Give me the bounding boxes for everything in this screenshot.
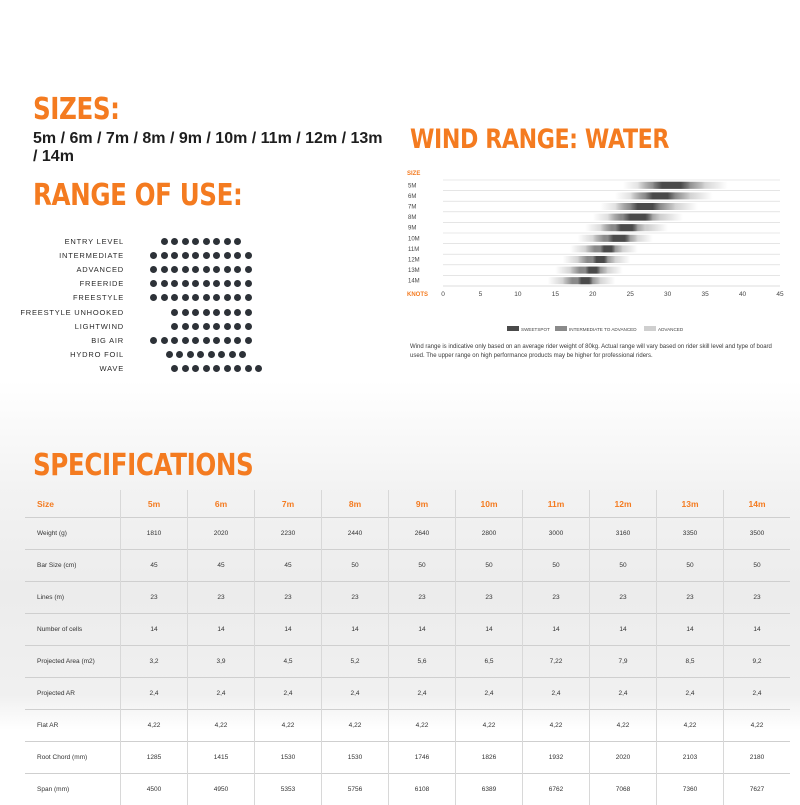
table-cell: 7,22 — [523, 646, 590, 678]
rating-dot — [182, 309, 189, 316]
range-of-use-row — [0, 320, 400, 334]
rating-dot — [245, 280, 252, 287]
rating-dot — [166, 351, 173, 358]
table-cell: 4,22 — [322, 710, 389, 742]
rating-dot — [203, 337, 210, 344]
rating-dot — [213, 238, 220, 245]
rating-dot — [182, 252, 189, 259]
rating-dot — [171, 238, 178, 245]
legend-label: ADVANCED — [658, 327, 684, 332]
table-cell: 1285 — [121, 742, 188, 774]
rating-dot — [203, 294, 210, 301]
range-of-use-label: LIGHTWIND — [0, 320, 124, 334]
rating-dot — [171, 365, 178, 372]
rating-dot — [234, 294, 241, 301]
table-cell: 3,9 — [188, 646, 255, 678]
rating-dot — [150, 280, 157, 287]
knots-tick-label: 35 — [701, 291, 709, 298]
rating-dot — [171, 309, 178, 316]
table-cell: 3160 — [590, 518, 657, 550]
table-row-label: Bar Size (cm) — [25, 550, 121, 582]
table-row — [25, 646, 790, 678]
table-cell: 1810 — [121, 518, 188, 550]
table-cell: 2,4 — [322, 678, 389, 710]
table-cell: 5,2 — [322, 646, 389, 678]
table-cell: 23 — [322, 582, 389, 614]
table-cell: 5353 — [255, 774, 322, 805]
table-cell: 4,22 — [590, 710, 657, 742]
rating-dot — [224, 294, 231, 301]
table-row — [25, 678, 790, 710]
rating-dot — [239, 351, 246, 358]
table-header-cell: 14m — [724, 490, 791, 518]
table-cell: 23 — [255, 582, 322, 614]
knots-tick-label: 25 — [627, 291, 635, 298]
rating-dot — [245, 309, 252, 316]
knots-tick-label: 10 — [514, 291, 522, 298]
table-row — [25, 518, 790, 550]
rating-dot — [192, 309, 199, 316]
specifications-table — [25, 490, 790, 805]
range-of-use-row — [0, 277, 400, 291]
size-tick-label: 12M — [408, 258, 420, 264]
rating-dot — [234, 252, 241, 259]
range-of-use-row — [0, 249, 400, 263]
range-of-use-list — [0, 235, 400, 380]
knots-tick-label: 45 — [776, 291, 784, 298]
rating-dot — [224, 337, 231, 344]
table-cell: 7360 — [657, 774, 724, 805]
legend-swatch — [507, 326, 519, 331]
range-of-use-row — [0, 291, 400, 305]
range-of-use-row — [0, 334, 400, 348]
table-header-cell: 5m — [121, 490, 188, 518]
rating-dot — [150, 252, 157, 259]
table-cell: 6,5 — [456, 646, 523, 678]
table-cell: 14 — [322, 614, 389, 646]
rating-dot — [161, 337, 168, 344]
table-cell: 4950 — [188, 774, 255, 805]
table-cell: 2180 — [724, 742, 791, 774]
table-cell: 3,2 — [121, 646, 188, 678]
table-cell: 2,4 — [590, 678, 657, 710]
table-cell: 4,22 — [121, 710, 188, 742]
table-header-cell: 9m — [389, 490, 456, 518]
rating-dot — [245, 323, 252, 330]
legend-swatch — [555, 326, 567, 331]
rating-dot — [245, 266, 252, 273]
knots-tick-label: 20 — [589, 291, 597, 298]
range-of-use-title: RANGE OF USE: — [33, 178, 242, 213]
table-cell: 2020 — [590, 742, 657, 774]
rating-dot — [203, 266, 210, 273]
table-header-cell: 12m — [590, 490, 657, 518]
rating-dot — [234, 365, 241, 372]
rating-dot — [213, 294, 220, 301]
table-cell: 14 — [389, 614, 456, 646]
table-row-label: Span (mm) — [25, 774, 121, 805]
range-of-use-label: HYDRO FOIL — [0, 348, 124, 362]
rating-dot — [245, 294, 252, 301]
sweetspot-bar — [593, 256, 608, 263]
size-tick-label: 14M — [408, 279, 420, 285]
range-of-use-label: INTERMEDIATE — [0, 249, 124, 263]
range-of-use-row — [0, 235, 400, 249]
range-of-use-row — [0, 362, 400, 376]
range-of-use-label: ENTRY LEVEL — [0, 235, 124, 249]
table-cell: 5756 — [322, 774, 389, 805]
table-cell: 2640 — [389, 518, 456, 550]
table-row — [25, 774, 790, 805]
rating-dot — [224, 252, 231, 259]
rating-dot — [197, 351, 204, 358]
size-tick-label: 5M — [408, 183, 416, 189]
rating-dot — [213, 323, 220, 330]
table-row — [25, 550, 790, 582]
rating-dot — [161, 294, 168, 301]
table-header-cell: 6m — [188, 490, 255, 518]
rating-dot — [161, 266, 168, 273]
table-cell: 50 — [657, 550, 724, 582]
table-cell: 23 — [523, 582, 590, 614]
rating-dot — [182, 337, 189, 344]
table-cell: 23 — [456, 582, 523, 614]
rating-dot — [234, 309, 241, 316]
table-cell: 14 — [724, 614, 791, 646]
table-cell: 45 — [121, 550, 188, 582]
table-header-cell: 8m — [322, 490, 389, 518]
rating-dot — [150, 337, 157, 344]
rating-dot — [192, 238, 199, 245]
rating-dot — [203, 309, 210, 316]
range-of-use-label: BIG AIR — [0, 334, 124, 348]
sweetspot-bar — [615, 224, 637, 231]
wind-range-chart — [405, 168, 790, 340]
sweetspot-bar — [623, 214, 653, 221]
table-cell: 14 — [255, 614, 322, 646]
table-cell: 50 — [523, 550, 590, 582]
rating-dot — [182, 294, 189, 301]
rating-dot — [161, 238, 168, 245]
table-cell: 23 — [724, 582, 791, 614]
size-tick-label: 13M — [408, 268, 420, 274]
table-row-label: Weight (g) — [25, 518, 121, 550]
table-cell: 1826 — [456, 742, 523, 774]
rating-dot — [171, 294, 178, 301]
table-cell: 14 — [590, 614, 657, 646]
table-row-label: Size — [25, 490, 121, 518]
rating-dot — [203, 238, 210, 245]
legend-swatch — [644, 326, 656, 331]
table-cell: 4,22 — [456, 710, 523, 742]
table-row-label: Lines (m) — [25, 582, 121, 614]
size-tick-label: 9M — [408, 226, 416, 232]
table-cell: 4,5 — [255, 646, 322, 678]
table-cell: 6762 — [523, 774, 590, 805]
table-cell: 45 — [188, 550, 255, 582]
table-cell: 50 — [590, 550, 657, 582]
sweetspot-bar — [653, 182, 690, 189]
rating-dot — [224, 266, 231, 273]
table-cell: 4,22 — [188, 710, 255, 742]
rating-dot — [224, 309, 231, 316]
size-tick-label: 8M — [408, 215, 416, 221]
table-cell: 3000 — [523, 518, 590, 550]
table-row-label: Root Chord (mm) — [25, 742, 121, 774]
table-row — [25, 582, 790, 614]
range-of-use-label: FREESTYLE — [0, 291, 124, 305]
table-cell: 2,4 — [255, 678, 322, 710]
table-header-cell: 10m — [456, 490, 523, 518]
size-axis-label: SIZE — [407, 171, 420, 177]
rating-dot — [192, 294, 199, 301]
rating-dot — [245, 252, 252, 259]
rating-dot — [234, 238, 241, 245]
rating-dot — [182, 266, 189, 273]
table-cell: 2440 — [322, 518, 389, 550]
rating-dot — [213, 337, 220, 344]
rating-dot — [203, 323, 210, 330]
table-header-row — [25, 490, 790, 518]
table-cell: 4,22 — [724, 710, 791, 742]
sweetspot-bar — [608, 235, 630, 242]
table-row-label: Projected AR — [25, 678, 121, 710]
rating-dot — [182, 323, 189, 330]
rating-dot — [245, 365, 252, 372]
rating-dot — [192, 280, 199, 287]
table-cell: 7,9 — [590, 646, 657, 678]
range-of-use-label: FREESTYLE UNHOOKED — [0, 306, 124, 320]
size-tick-label: 11M — [408, 247, 419, 253]
rating-dot — [213, 266, 220, 273]
table-cell: 50 — [724, 550, 791, 582]
rating-dot — [171, 252, 178, 259]
table-cell: 2,4 — [188, 678, 255, 710]
table-cell: 5,6 — [389, 646, 456, 678]
table-cell: 14 — [121, 614, 188, 646]
rating-dot — [234, 266, 241, 273]
rating-dot — [203, 280, 210, 287]
table-cell: 50 — [456, 550, 523, 582]
sweetspot-bar — [645, 192, 675, 199]
rating-dot — [213, 280, 220, 287]
specifications-title: SPECIFICATIONS — [33, 448, 253, 483]
table-cell: 9,2 — [724, 646, 791, 678]
table-cell: 3500 — [724, 518, 791, 550]
wind-range-note: Wind range is indicative only based on an average rider weight of 80kg. Actual range will vary based on rider skill level and type of board used. The upper range on high performance products may be higher for professional riders. — [410, 343, 785, 360]
sweetspot-bar — [600, 245, 615, 252]
table-cell: 7627 — [724, 774, 791, 805]
table-cell: 6108 — [389, 774, 456, 805]
rating-dot — [224, 323, 231, 330]
knots-tick-label: 15 — [552, 291, 560, 298]
table-cell: 14 — [657, 614, 724, 646]
rating-dot — [192, 323, 199, 330]
rating-dot — [192, 365, 199, 372]
range-of-use-row — [0, 306, 400, 320]
rating-dot — [229, 351, 236, 358]
rating-dot — [182, 365, 189, 372]
table-cell: 1932 — [523, 742, 590, 774]
rating-dot — [213, 252, 220, 259]
sweetspot-bar — [578, 277, 593, 284]
sizes-title: SIZES: — [33, 92, 120, 127]
table-cell: 6389 — [456, 774, 523, 805]
range-of-use-row — [0, 348, 400, 362]
table-cell: 23 — [657, 582, 724, 614]
rating-dot — [192, 266, 199, 273]
rating-dot — [192, 337, 199, 344]
table-cell: 7068 — [590, 774, 657, 805]
table-cell: 23 — [590, 582, 657, 614]
rating-dot — [208, 351, 215, 358]
rating-dot — [203, 252, 210, 259]
table-cell: 2230 — [255, 518, 322, 550]
rating-dot — [150, 294, 157, 301]
table-cell: 2,4 — [389, 678, 456, 710]
rating-dot — [182, 238, 189, 245]
rating-dot — [182, 280, 189, 287]
table-cell: 1530 — [255, 742, 322, 774]
size-tick-label: 6M — [408, 194, 416, 200]
legend-label: SWEETSPOT — [521, 327, 550, 332]
rating-dot — [150, 266, 157, 273]
rating-dot — [218, 351, 225, 358]
rating-dot — [234, 337, 241, 344]
table-cell: 50 — [389, 550, 456, 582]
rating-dot — [161, 252, 168, 259]
table-cell: 45 — [255, 550, 322, 582]
rating-dot — [203, 365, 210, 372]
rating-dot — [192, 252, 199, 259]
rating-dot — [224, 365, 231, 372]
table-cell: 23 — [188, 582, 255, 614]
knots-tick-label: 5 — [479, 291, 483, 298]
range-of-use-label: ADVANCED — [0, 263, 124, 277]
rating-dot — [176, 351, 183, 358]
rating-dot — [161, 280, 168, 287]
knots-tick-label: 0 — [441, 291, 445, 298]
table-cell: 4,22 — [657, 710, 724, 742]
range-of-use-row — [0, 263, 400, 277]
table-cell: 14 — [456, 614, 523, 646]
table-row — [25, 614, 790, 646]
table-cell: 14 — [188, 614, 255, 646]
knots-tick-label: 30 — [664, 291, 672, 298]
table-cell: 4,22 — [389, 710, 456, 742]
rating-dot — [171, 337, 178, 344]
table-cell: 1746 — [389, 742, 456, 774]
table-header-cell: 13m — [657, 490, 724, 518]
table-cell: 14 — [523, 614, 590, 646]
sweetspot-bar — [585, 267, 600, 274]
table-cell: 8,5 — [657, 646, 724, 678]
legend-label: INTERMEDIATE TO ADVANCED — [569, 327, 637, 332]
table-row-label: Projected Area (m2) — [25, 646, 121, 678]
range-of-use-label: FREERIDE — [0, 277, 124, 291]
table-cell: 50 — [322, 550, 389, 582]
table-cell: 2,4 — [657, 678, 724, 710]
rating-dot — [224, 238, 231, 245]
table-cell: 2,4 — [121, 678, 188, 710]
table-cell: 2,4 — [523, 678, 590, 710]
table-cell: 3350 — [657, 518, 724, 550]
table-header-cell: 7m — [255, 490, 322, 518]
rating-dot — [224, 280, 231, 287]
rating-dot — [234, 323, 241, 330]
table-cell: 4,22 — [523, 710, 590, 742]
table-header-cell: 11m — [523, 490, 590, 518]
table-cell: 1415 — [188, 742, 255, 774]
table-row — [25, 710, 790, 742]
rating-dot — [245, 337, 252, 344]
table-row-label: Number of cells — [25, 614, 121, 646]
rating-dot — [171, 266, 178, 273]
rating-dot — [171, 323, 178, 330]
table-row-label: Flat AR — [25, 710, 121, 742]
rating-dot — [213, 365, 220, 372]
table-cell: 2,4 — [456, 678, 523, 710]
table-cell: 2103 — [657, 742, 724, 774]
rating-dot — [187, 351, 194, 358]
rating-dot — [171, 280, 178, 287]
rating-dot — [255, 365, 262, 372]
sweetspot-bar — [630, 203, 660, 210]
size-tick-label: 7M — [408, 205, 416, 211]
table-cell: 2,4 — [724, 678, 791, 710]
sizes-list: 5m / 6m / 7m / 8m / 9m / 10m / 11m / 12m / 13m / 14m — [33, 130, 383, 166]
table-row — [25, 742, 790, 774]
knots-tick-label: 40 — [739, 291, 747, 298]
knots-axis-label: KNOTS — [407, 292, 428, 298]
table-cell: 1530 — [322, 742, 389, 774]
table-cell: 2800 — [456, 518, 523, 550]
rating-dot — [234, 280, 241, 287]
rating-dot — [213, 309, 220, 316]
table-cell: 4,22 — [255, 710, 322, 742]
table-cell: 4500 — [121, 774, 188, 805]
table-cell: 23 — [121, 582, 188, 614]
size-tick-label: 10M — [408, 236, 420, 242]
wind-range-title: WIND RANGE: WATER — [410, 124, 669, 155]
table-cell: 23 — [389, 582, 456, 614]
range-of-use-label: WAVE — [0, 362, 124, 376]
table-cell: 2020 — [188, 518, 255, 550]
